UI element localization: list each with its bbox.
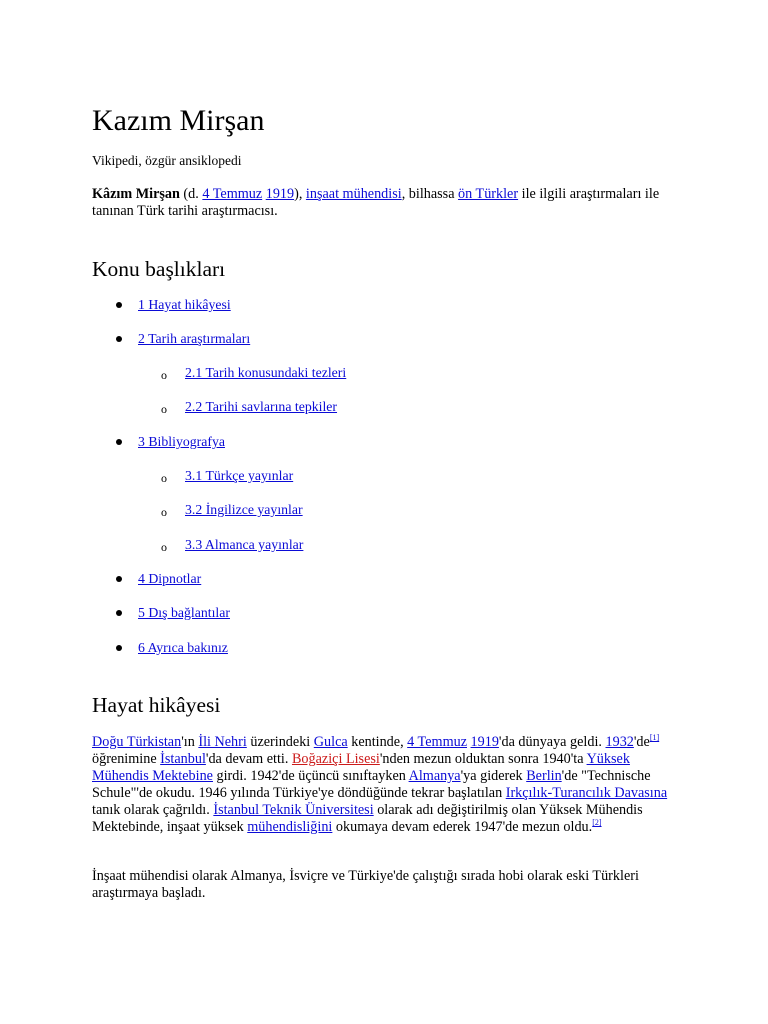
text: (d. [179, 186, 203, 202]
toc-bullet [116, 576, 122, 582]
toc-item-tezler[interactable]: 2.1 Tarih konusundaki tezleri [185, 365, 347, 380]
text: 'de "Technische Schule"'de okudu. 1946 yılında Türkiye'ye döndüğünde tekrar başlatılan [92, 768, 651, 801]
intro-paragraph [92, 186, 692, 220]
link-gulca[interactable]: Gulca [313, 734, 348, 750]
text: 'de [633, 734, 650, 750]
link-istanbul[interactable]: İstanbul [160, 751, 206, 767]
text: kentinde, [347, 734, 408, 750]
link-topic[interactable]: ön Türkler [458, 186, 519, 202]
link-date[interactable]: 4 Temmuz [407, 734, 467, 750]
toc-item-tarih[interactable]: 2 Tarih araştırmaları [138, 331, 251, 346]
toc-item-turkce[interactable]: 3.1 Türkçe yayınlar [185, 468, 294, 483]
text: ), [294, 186, 306, 202]
text: okumaya devam ederek 1947'de mezun oldu. [332, 819, 593, 835]
footnote-ref-1[interactable]: [1] [649, 733, 660, 742]
section-paragraph-2: İnşaat mühendisi olarak Almanya, İsviçre ve Türkiye'de çalıştığı sırada hobi olarak eski Türkleri araştırmaya başladı. [92, 868, 639, 901]
text: 'da devam etti. [205, 751, 292, 767]
text: 'da dünyaya geldi. [498, 734, 606, 750]
toc-subbullet: o [161, 540, 167, 554]
link-profession[interactable]: inşaat mühendisi [305, 186, 402, 202]
text: , bilhassa [401, 186, 459, 202]
toc-heading: Konu başlıkları [92, 257, 226, 281]
toc-subbullet: o [161, 505, 167, 519]
text: 'ın [181, 734, 199, 750]
link-irkcilik-davasi[interactable]: Irkçılık-Turancılık Davasına [505, 785, 668, 801]
text: 'ya giderek [460, 768, 527, 784]
toc-item-tepkiler[interactable]: 2.2 Tarihi savlarına tepkiler [185, 399, 338, 414]
text: girdi. 1942'de üçüncü sınıftayken [212, 768, 409, 784]
toc-bullet [116, 439, 122, 445]
toc-item-dipnotlar[interactable]: 4 Dipnotlar [138, 571, 202, 586]
link-date[interactable]: 4 Temmuz [202, 186, 263, 202]
link-almanya[interactable]: Almanya [408, 768, 461, 784]
link-bogazici-lisesi[interactable]: Boğaziçi Lisesi [291, 751, 380, 767]
page-subtitle: Vikipedi, özgür ansiklopedi [92, 153, 242, 168]
link-muhendislik[interactable]: mühendisliğini [247, 819, 333, 835]
toc-item-ingilizce[interactable]: 3.2 İngilizce yayınlar [185, 502, 303, 517]
text: ile ilgili araştırmaları ile tanınan Türk tarihi araştırmacısı. [92, 186, 660, 219]
toc-item-hayat[interactable]: 1 Hayat hikâyesi [138, 297, 231, 312]
toc-bullet [116, 302, 122, 308]
text: öğrenimine [92, 751, 161, 767]
toc-subbullet: o [161, 402, 167, 416]
text: 'nden mezun olduktan sonra 1940'ta [379, 751, 587, 767]
link-berlin[interactable]: Berlin [526, 768, 562, 784]
link-ili-nehri[interactable]: İli Nehri [198, 734, 247, 750]
link-year[interactable]: 1919 [470, 734, 499, 750]
toc-item-almanca[interactable]: 3.3 Almanca yayınlar [185, 537, 304, 552]
section-paragraph [92, 734, 672, 836]
section-heading-hayat: Hayat hikâyesi [92, 693, 221, 717]
footnote-ref-2[interactable]: [2] [592, 818, 602, 827]
toc-item-dis-baglantilar[interactable]: 5 Dış bağlantılar [138, 605, 230, 620]
page-title: Kazım Mirşan [92, 104, 265, 137]
link-1932[interactable]: 1932 [605, 734, 634, 750]
toc-subbullet: o [161, 368, 167, 382]
text: olarak adı değiştirilmiş olan Yüksek Mühendis Mektebinde, inşaat yüksek [92, 802, 643, 835]
toc-subbullet: o [161, 471, 167, 485]
toc-bullet [116, 336, 122, 342]
text: üzerindeki [246, 734, 314, 750]
link-itu[interactable]: İstanbul Teknik Üniversitesi [213, 802, 374, 818]
link-dogu-turkistan[interactable]: Doğu Türkistan [92, 734, 182, 750]
toc-item-ayrica[interactable]: 6 Ayrıca bakınız [138, 640, 228, 655]
link-yuksek-muhendis[interactable]: Yüksek Mühendis Mektebine [92, 751, 630, 784]
toc-bullet [116, 645, 122, 651]
text: tanık olarak çağrıldı. [92, 802, 214, 818]
article-name-bold: Kâzım Mirşan [92, 186, 180, 202]
toc-item-bibliyografya[interactable]: 3 Bibliyografya [138, 434, 225, 449]
toc-bullet [116, 610, 122, 616]
link-year[interactable]: 1919 [265, 186, 295, 202]
